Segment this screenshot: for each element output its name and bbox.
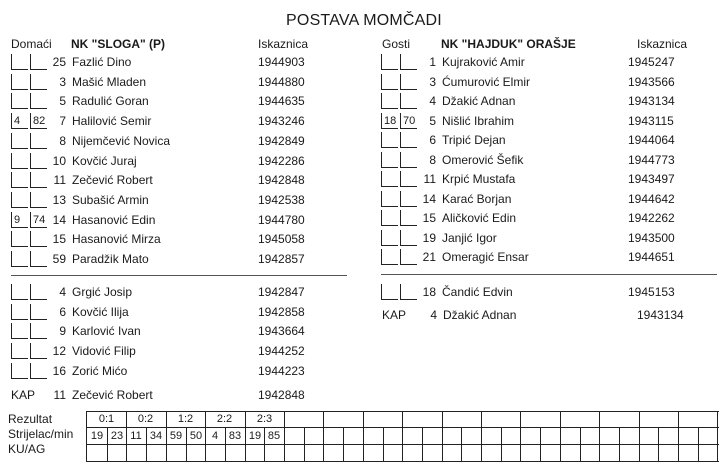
sub-minute-box	[381, 152, 398, 168]
shirt-number: 13	[52, 192, 66, 207]
grid-line	[343, 427, 344, 462]
sub-minute-box	[11, 74, 28, 90]
player-id: 1944903	[258, 55, 305, 69]
away-player-row	[381, 93, 720, 112]
shirt-number: 3	[59, 74, 66, 89]
result-cell: 0:1	[98, 413, 115, 425]
grid-line	[304, 427, 305, 462]
away-player-row	[381, 74, 720, 93]
player-name: Zečević Robert	[72, 173, 153, 188]
grid-line	[599, 412, 600, 462]
shirt-number: 14	[422, 191, 436, 206]
player-name: Karać Borjan	[442, 191, 512, 206]
away-captain-label: KAP	[382, 308, 407, 322]
scorer-minute-cell: 19	[248, 430, 262, 442]
shirt-number: 11	[53, 173, 66, 188]
player-name: Subašić Armin	[72, 192, 149, 207]
away-divider	[381, 274, 717, 275]
home-sub-player-row	[11, 304, 351, 323]
player-id: 1944252	[258, 344, 305, 359]
scorer-minute-cell: 4	[211, 430, 219, 442]
grid-line	[284, 412, 285, 462]
sub-minute-box: 9	[11, 212, 28, 228]
player-name: Zorić Mićo	[72, 363, 128, 378]
home-captain-name: Zečević Robert	[72, 388, 153, 402]
player-name: Paradžik Mato	[72, 252, 149, 266]
sub-minute-box	[11, 363, 28, 379]
sub-minute-box	[11, 304, 28, 320]
grid-line	[717, 412, 718, 462]
sub-for-box: 82	[30, 113, 47, 129]
sub-minute-box	[11, 93, 28, 109]
home-player-row	[11, 192, 351, 211]
player-id: 1944223	[258, 363, 305, 378]
scorer-minute-cell: 19	[90, 430, 104, 442]
home-side-label: Domaći	[11, 37, 52, 51]
shirt-number: 8	[429, 152, 436, 167]
home-player-row	[11, 172, 351, 191]
away-team-name: NK "HAJDUK" ORAŠJE	[441, 37, 576, 51]
grid-line	[87, 461, 719, 462]
player-id: 1942847	[258, 285, 305, 299]
player-name: Vidović Filip	[72, 344, 136, 359]
sub-minute-box	[381, 284, 398, 300]
player-id: 1943664	[258, 324, 305, 339]
away-player-row	[381, 54, 720, 73]
player-name: Hasanović Mirza	[72, 232, 161, 247]
away-captain-name: Džakić Adnan	[443, 308, 517, 322]
home-captain-label: KAP	[11, 388, 36, 402]
sub-minute-box	[11, 153, 28, 169]
grid-line	[363, 412, 364, 462]
player-id: 1944780	[258, 212, 305, 227]
grid-line	[619, 427, 620, 462]
player-id: 1944651	[628, 250, 675, 264]
sub-minute-box: 18	[381, 113, 398, 129]
shirt-number: 21	[422, 250, 436, 264]
away-captain-id: 1943134	[637, 308, 684, 322]
player-name: Omerović Šefik	[442, 152, 524, 167]
shirt-number: 10	[52, 153, 66, 168]
shirt-number: 5	[59, 94, 66, 109]
grid-line	[481, 412, 482, 462]
home-sub-player-row	[11, 323, 351, 342]
player-id: 1945247	[628, 55, 675, 69]
grid-line	[383, 427, 384, 462]
sub-minute-box	[11, 284, 28, 300]
sub-minute-box	[381, 210, 398, 226]
home-divider	[11, 275, 347, 276]
player-id: 1945153	[628, 285, 675, 299]
sub-for-box: 70	[400, 113, 417, 129]
shirt-number: 16	[52, 363, 66, 378]
player-id: 1944773	[628, 152, 675, 167]
shirt-number: 3	[429, 74, 436, 89]
player-id: 1943246	[258, 114, 305, 129]
away-player-row	[381, 191, 720, 210]
scorer-minute-cell: 11	[130, 430, 142, 442]
away-sub-player-row	[381, 284, 720, 303]
shirt-number: 19	[422, 230, 436, 245]
player-id: 1942858	[258, 304, 305, 319]
grid-line	[560, 412, 561, 462]
home-captain-number: 11	[53, 388, 66, 402]
home-sub-player-row	[11, 284, 351, 303]
player-id: 1943566	[628, 74, 675, 89]
sub-minute-box	[381, 132, 398, 148]
player-name: Kovčić Juraj	[72, 153, 137, 168]
summary-grid	[86, 411, 719, 462]
grid-line	[501, 427, 502, 462]
player-name: Kujraković Amir	[442, 55, 525, 69]
shirt-number: 15	[52, 232, 66, 247]
scorer-minute-cell: 34	[149, 430, 163, 442]
away-id-header: Iskaznica	[637, 37, 688, 51]
sub-minute-box	[381, 191, 398, 207]
home-id-header: Iskaznica	[258, 37, 309, 51]
sub-minute-box	[381, 54, 398, 70]
home-player-row	[11, 231, 351, 250]
sub-minute-box	[381, 230, 398, 246]
away-side-label: Gosti	[382, 37, 411, 51]
home-sub-player-row	[11, 363, 351, 382]
home-player-row	[11, 74, 351, 93]
player-id: 1944635	[258, 94, 305, 109]
player-name: Omeragić Ensar	[442, 250, 529, 264]
player-id: 1943497	[628, 172, 675, 186]
shirt-number: 1	[429, 55, 436, 69]
grid-line	[580, 427, 581, 462]
player-name: Džakić Adnan	[442, 94, 516, 108]
player-id: 1942857	[258, 252, 305, 266]
sub-minute-box: 4	[11, 113, 28, 129]
shirt-number: 5	[429, 113, 436, 128]
shirt-number: 18	[422, 285, 436, 299]
grid-line	[323, 412, 324, 462]
scorer-minute-cell: 23	[110, 430, 124, 442]
result-cell: 0:2	[137, 413, 154, 425]
shirt-number: 9	[59, 324, 66, 339]
grid-line	[678, 412, 679, 462]
grid-line	[422, 427, 423, 462]
player-name: Aličković Edin	[442, 211, 517, 225]
player-id: 1942848	[258, 173, 305, 188]
away-player-row	[381, 249, 720, 268]
player-name: Kovčić Ilija	[72, 304, 129, 319]
sub-for-box: 74	[30, 212, 47, 228]
ku-ag-label: KU/AG	[8, 442, 46, 456]
sub-minute-box	[11, 133, 28, 149]
grid-line	[402, 412, 403, 462]
result-label: Rezultat	[8, 412, 53, 426]
scorer-minute-cell: 85	[267, 430, 281, 442]
grid-line	[87, 444, 719, 445]
player-name: Tripić Dejan	[442, 133, 506, 147]
home-player-row	[11, 113, 351, 132]
player-id: 1944880	[258, 74, 305, 89]
player-name: Krpić Mustafa	[442, 172, 516, 186]
grid-line	[87, 427, 719, 428]
page-title: POSTAVA MOMČADI	[286, 12, 442, 29]
player-name: Janjić Igor	[442, 230, 497, 245]
player-id: 1944064	[628, 133, 675, 147]
grid-line	[461, 427, 462, 462]
result-cell: 2:2	[216, 413, 233, 425]
sub-minute-box	[381, 171, 398, 187]
away-player-row	[381, 132, 720, 151]
player-id: 1942262	[628, 211, 675, 225]
grid-line	[520, 412, 521, 462]
sub-minute-box	[11, 54, 28, 70]
shirt-number: 59	[52, 252, 66, 266]
home-player-row	[11, 93, 351, 112]
away-captain-number: 4	[430, 308, 437, 322]
away-player-row	[381, 171, 720, 190]
away-player-row	[381, 113, 720, 132]
home-player-row	[11, 251, 351, 270]
sub-minute-box	[11, 231, 28, 247]
grid-line	[698, 427, 699, 462]
away-player-row	[381, 230, 720, 249]
player-id: 1943115	[628, 113, 674, 128]
away-player-row	[381, 152, 720, 171]
sub-minute-box	[11, 172, 28, 188]
sub-minute-box	[11, 251, 28, 267]
home-team-name: NK "SLOGA" (P)	[71, 37, 166, 51]
player-id: 1942286	[258, 153, 305, 168]
grid-line	[658, 427, 659, 462]
result-cell: 1:2	[177, 413, 194, 425]
away-player-row	[381, 210, 720, 229]
scorer-minute-cell: 50	[189, 430, 203, 442]
shirt-number: 4	[59, 285, 66, 299]
home-captain-id: 1942848	[258, 388, 305, 402]
player-id: 1942849	[258, 133, 305, 148]
sub-minute-box	[11, 323, 28, 339]
shirt-number: 4	[429, 94, 436, 108]
sub-minute-box	[381, 93, 398, 109]
shirt-number: 6	[59, 304, 66, 319]
grid-line	[442, 412, 443, 462]
home-player-row	[11, 54, 351, 73]
shirt-number: 12	[52, 344, 66, 359]
home-player-row	[11, 212, 351, 231]
shirt-number: 6	[429, 133, 436, 147]
player-name: Halilović Semir	[72, 114, 152, 129]
player-name: Grgić Josip	[72, 285, 133, 299]
shirt-number: 25	[52, 55, 66, 69]
player-name: Fazlić Dino	[72, 55, 132, 69]
player-id: 1943500	[628, 230, 675, 245]
scorer-label: Strijelac/min	[8, 427, 74, 441]
player-name: Ćumurović Elmir	[442, 74, 531, 89]
player-id: 1944642	[628, 191, 675, 206]
shirt-number: 8	[59, 133, 66, 148]
player-name: Mašić Mladen	[72, 74, 147, 89]
shirt-number: 14	[52, 212, 66, 227]
player-name: Radulić Goran	[72, 94, 149, 109]
sub-minute-box	[381, 74, 398, 90]
grid-line	[639, 412, 640, 462]
player-id: 1942538	[258, 192, 305, 207]
result-cell: 2:3	[256, 413, 273, 425]
sub-minute-box	[381, 249, 398, 265]
grid-line	[540, 427, 541, 462]
home-player-row	[11, 133, 351, 152]
shirt-number: 7	[59, 114, 66, 129]
player-name: Hasanović Edin	[72, 212, 156, 227]
sub-minute-box	[11, 192, 28, 208]
player-name: Čandić Edvin	[442, 285, 513, 299]
player-name: Karlović Ivan	[72, 324, 141, 339]
scorer-minute-cell: 59	[169, 430, 183, 442]
player-name: Nijemčević Novica	[72, 133, 171, 148]
player-id: 1945058	[258, 232, 305, 247]
sub-minute-box	[11, 343, 28, 359]
shirt-number: 11	[423, 172, 436, 186]
home-sub-player-row	[11, 343, 351, 362]
player-id: 1943134	[628, 94, 675, 108]
player-name: Nišlić Ibrahim	[442, 113, 515, 128]
home-player-row	[11, 153, 351, 172]
scorer-minute-cell: 83	[228, 430, 242, 442]
shirt-number: 15	[422, 211, 436, 225]
